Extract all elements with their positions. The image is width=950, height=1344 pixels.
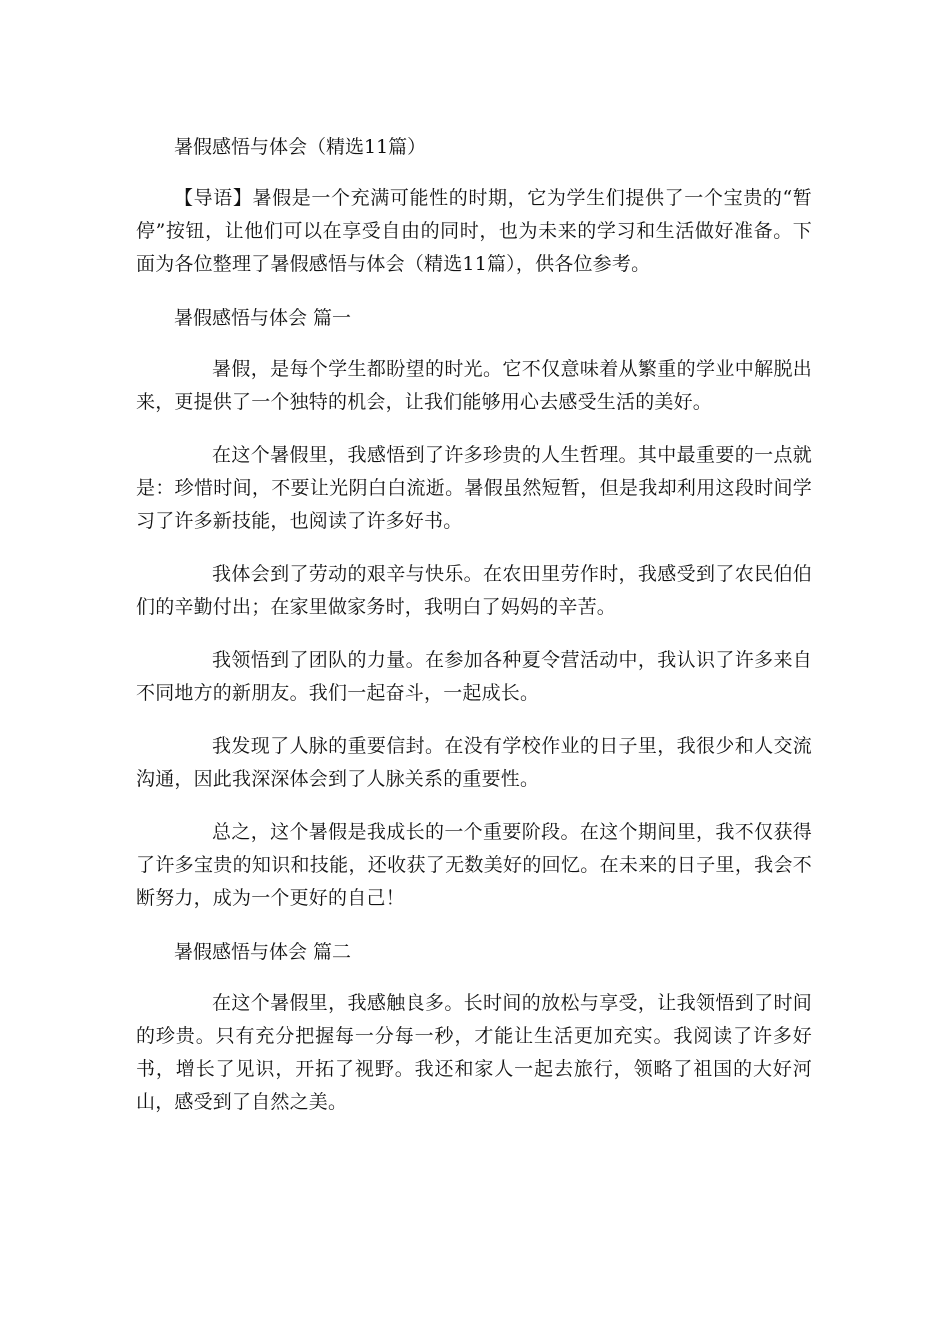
paragraph: 暑假，是每个学生都盼望的时光。它不仅意味着从繁重的学业中解脱出来，更提供了一个独特的机会，让我们能够用心去感受生活的美好。: [136, 358, 812, 413]
paragraph: 我体会到了劳动的艰辛与快乐。在农田里劳作时，我感受到了农民伯伯们的辛勤付出；在家里做家务时，我明白了妈妈的辛苦。: [136, 563, 812, 618]
paragraph: 在这个暑假里，我感悟到了许多珍贵的人生哲理。其中最重要的一点就是：珍惜时间，不要让光阴白白流逝。暑假虽然短暂，但是我却利用这段时间学习了许多新技能，也阅读了许多好书。: [136, 444, 812, 532]
paragraph: 我发现了人脉的重要信封。在没有学校作业的日子里，我很少和人交流沟通，因此我深深体会到了人脉关系的重要性。: [136, 735, 812, 790]
paragraph: 总之，这个暑假是我成长的一个重要阶段。在这个期间里，我不仅获得了许多宝贵的知识和技能，还收获了无数美好的回忆。在未来的日子里，我会不断努力，成为一个更好的自己！: [136, 821, 812, 909]
paragraph: 我领悟到了团队的力量。在参加各种夏令营活动中，我认识了许多来自不同地方的新朋友。我们一起奋斗，一起成长。: [136, 649, 812, 704]
document-title: 暑假感悟与体会（精选11篇）: [174, 136, 427, 158]
section-heading-2: 暑假感悟与体会 篇二: [174, 941, 352, 963]
document-page: [136, 130, 812, 1139]
section-heading-1: 暑假感悟与体会 篇一: [174, 307, 352, 329]
paragraph: 在这个暑假里，我感触良多。长时间的放松与享受，让我领悟到了时间的珍贵。只有充分把握每一分每一秒，才能让生活更加充实。我阅读了许多好书，增长了见识，开拓了视野。我还和家人一起去旅行，领略了祖国的大好河山，感受到了自然之美。: [136, 992, 812, 1113]
intro-paragraph: 【导语】暑假是一个充满可能性的时期，它为学生们提供了一个宝贵的“暂停”按钮，让他们可以在享受自由的同时，也为未来的学习和生活做好准备。下面为各位整理了暑假感悟与体会（精选11篇），供各位参考。: [136, 187, 812, 275]
